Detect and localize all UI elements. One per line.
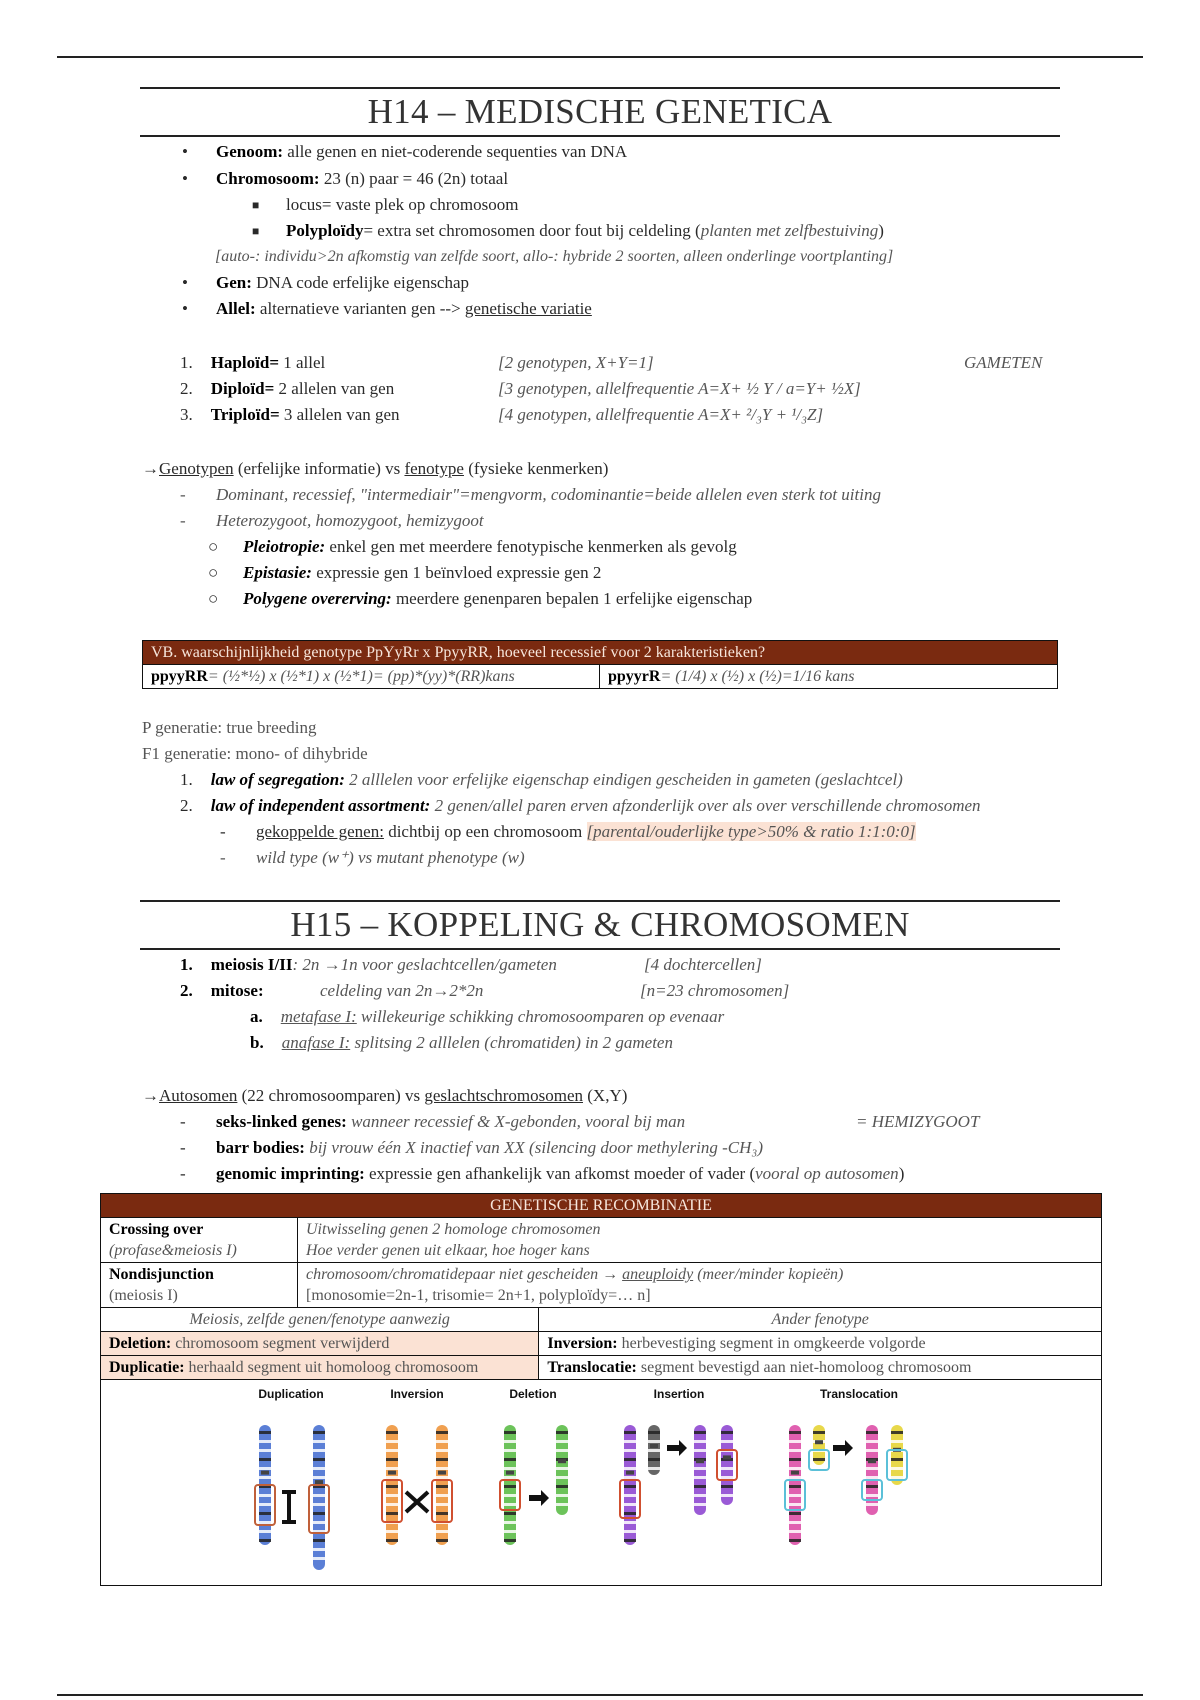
inversion-cell: Inversion: herbevestiging segment in omgkeerde volgorde xyxy=(539,1332,1102,1356)
list-item: 1. meiosis I/II: 2n →1n voor geslachtcellen/gameten xyxy=(180,955,557,974)
list-item: ■ Polyploïdy= extra set chromosomen door fout bij celdeling (planten met zelfbestuiving) xyxy=(252,221,884,240)
list-item: - barr bodies: bij vrouw één X inactief van XX (silencing door methylering -CH₃) xyxy=(180,1138,763,1157)
note: [4 genotypen, allelfrequentie A=X+ ²/₃Y + ¹/₃Z] xyxy=(498,405,824,424)
section-title: H15 – KOPPELING & CHROMOSOMEN xyxy=(290,905,910,944)
list-item: • Chromosoom: 23 (n) paar = 46 (2n) totaal xyxy=(182,169,509,188)
arrow-icon xyxy=(529,1490,549,1506)
h14-header xyxy=(140,87,1060,137)
recombination-table xyxy=(100,1193,1102,1586)
chromosome-deletion-a xyxy=(504,1425,516,1545)
list-item: ■ locus= vaste plek op chromosoom xyxy=(252,195,519,214)
figure-label: Duplication xyxy=(258,1387,324,1401)
note: [n=23 chromosomen] xyxy=(640,981,790,1000)
note: [auto-: individu>2n afkomstig van zelfde soort, allo-: hybride 2 soorten, alleen onderlinge voortplanting] xyxy=(215,248,894,265)
figure-label: Deletion xyxy=(509,1387,557,1401)
chromosome-insertion-b xyxy=(694,1425,706,1515)
list-item: ○ Pleiotropie: enkel gen met meerdere fenotypische kenmerken als gevolg xyxy=(208,537,737,556)
crossing-over-cell: Crossing over (profase&meiosis I) xyxy=(101,1218,298,1263)
hemizygoot-label: = HEMIZYGOOT xyxy=(856,1112,980,1131)
list-item: - seks-linked genes: wanneer recessief & X-gebonden, vooral bij man xyxy=(180,1112,686,1131)
crossing-over-desc: Uitwisseling genen 2 homologe chromosomen Hoe verder genen uit elkaar, hoe hoger kans xyxy=(298,1218,1102,1263)
other-phenotype: Ander fenotype xyxy=(539,1308,1102,1332)
genotype-heading: →Genotypen (erfelijke informatie) vs fenotype (fysieke kenmerken) xyxy=(142,459,609,478)
chromosome-translocation-c xyxy=(866,1425,878,1515)
figure-label: Insertion xyxy=(653,1387,705,1401)
list-item: 1. Haploïd= 1 allel xyxy=(180,353,326,372)
list-item: • Genoom: alle genen en niet-coderende sequenties van DNA xyxy=(182,142,628,161)
list-item: 3. Triploïd= 3 allelen van gen xyxy=(180,405,400,424)
chromosome-insertion-c xyxy=(721,1425,733,1505)
chromosome-translocation-d xyxy=(891,1425,903,1485)
deletion-cell: Deletion: chromosoom segment verwijderd xyxy=(101,1332,539,1356)
recombination-header: GENETISCHE RECOMBINATIE xyxy=(101,1194,1102,1218)
translocatie-cell: Translocatie: segment bevestigd aan niet-homoloog chromosoom xyxy=(539,1356,1102,1380)
figure-label: Translocation xyxy=(819,1387,899,1401)
list-item: - gekoppelde genen: dichtbij op een chromosoom [parental/ouderlijke type>50% & ratio 1:1:0:0] xyxy=(220,822,916,841)
duplicatie-cell: Duplicatie: herhaald segment uit homoloog chromosoom xyxy=(101,1356,539,1380)
f1-generation: F1 generatie: mono- of dihybride xyxy=(142,744,368,763)
example-right: ppyyrR= (1/4) x (½) x (½)=1/16 kans xyxy=(600,665,1058,689)
nondisjunction-cell: Nondisjunction (meiosis I) xyxy=(101,1263,298,1308)
note: [3 genotypen, allelfrequentie A=X+ ½ Y / a=Y+ ½X] xyxy=(498,379,861,398)
same-phenotype: Meiosis, zelfde genen/fenotype aanwezig xyxy=(101,1308,539,1332)
note: [4 dochtercellen] xyxy=(644,955,762,974)
arrow-icon xyxy=(833,1440,853,1456)
note: celdeling van 2n→2*2n xyxy=(320,981,484,1000)
note: [2 genotypen, X+Y=1] xyxy=(498,353,654,372)
figure-label: Inversion xyxy=(390,1387,444,1401)
list-item: b. anafase I: splitsing 2 alllelen (chromatiden) in 2 gameten xyxy=(250,1033,673,1052)
chromosome-mutation-figure xyxy=(101,1380,1101,1585)
chromosome-translocation-a xyxy=(789,1425,801,1545)
autosome-heading: →Autosomen (22 chromosoomparen) vs geslachtschromosomen (X,Y) xyxy=(142,1086,628,1105)
example-header: VB. waarschijnlijkheid genotype PpYyRr x PpyyRR, hoeveel recessief voor 2 karakteristieken? xyxy=(143,641,1058,665)
h15-header xyxy=(140,900,1060,950)
list-item: - Dominant, recessief, "intermediair"=mengvorm, codominantie=beide allelen even sterk tot uiting xyxy=(180,485,881,504)
list-item: - Heterozygoot, homozygoot, hemizygoot xyxy=(180,511,484,530)
chromosome-duplication-b xyxy=(313,1425,325,1570)
chromosome-inversion-a xyxy=(386,1425,398,1545)
chromosome-insertion-a xyxy=(624,1425,636,1545)
chromosome-translocation-b xyxy=(813,1425,825,1465)
list-item: 2. law of independent assortment: 2 genen/allel paren erven afzonderlijk over als over verschillende chromosomen xyxy=(180,796,981,815)
list-item: • Allel: alternatieve varianten gen --> genetische variatie xyxy=(182,299,592,318)
list-item: ○ Polygene overerving: meerdere genenparen bepalen 1 erfelijke eigenschap xyxy=(208,589,753,608)
arrow-icon xyxy=(667,1440,687,1456)
chromosome-inversion-b xyxy=(436,1425,448,1545)
chromosome-deletion-b xyxy=(556,1425,568,1515)
list-item: ○ Epistasie: expressie gen 1 beïnvloed expressie gen 2 xyxy=(208,563,602,582)
list-item: 2. Diploïd= 2 allelen van gen xyxy=(180,379,395,398)
cross-icon xyxy=(406,1492,428,1512)
chromosome-insertion-donor xyxy=(648,1425,660,1475)
list-item: a. metafase I: willekeurige schikking chromosoomparen op evenaar xyxy=(250,1007,725,1026)
gameten-label: GAMETEN xyxy=(964,353,1043,372)
swap-icon xyxy=(282,1490,296,1524)
example-left: ppyyRR= (½*½) x (½*1) x (½*1)= (pp)*(yy)*(RR)kans xyxy=(143,665,600,689)
list-item: - genomic imprinting: expressie gen afhankelijk van afkomst moeder of vader (vooral op autosomen) xyxy=(180,1164,905,1183)
page-title: H14 – MEDISCHE GENETICA xyxy=(367,92,833,131)
list-item: • Gen: DNA code erfelijke eigenschap xyxy=(182,273,470,292)
p-generation: P generatie: true breeding xyxy=(142,718,317,737)
list-item: 1. law of segregation: 2 alllelen voor erfelijke eigenschap eindigen gescheiden in gameten (geslachtcel) xyxy=(180,770,903,789)
mutation-figure-cell xyxy=(101,1380,1102,1586)
list-item: - wild type (w⁺) vs mutant phenotype (w) xyxy=(220,848,525,867)
nondisjunction-desc: chromosoom/chromatidepaar niet gescheiden → aneuploidy (meer/minder kopieën) [monosomie=2n-1, trisomie= 2n+1, polyploïdy=… n] xyxy=(298,1263,1102,1308)
example-table xyxy=(142,640,1058,689)
list-item: 2. mitose: xyxy=(180,981,264,1000)
